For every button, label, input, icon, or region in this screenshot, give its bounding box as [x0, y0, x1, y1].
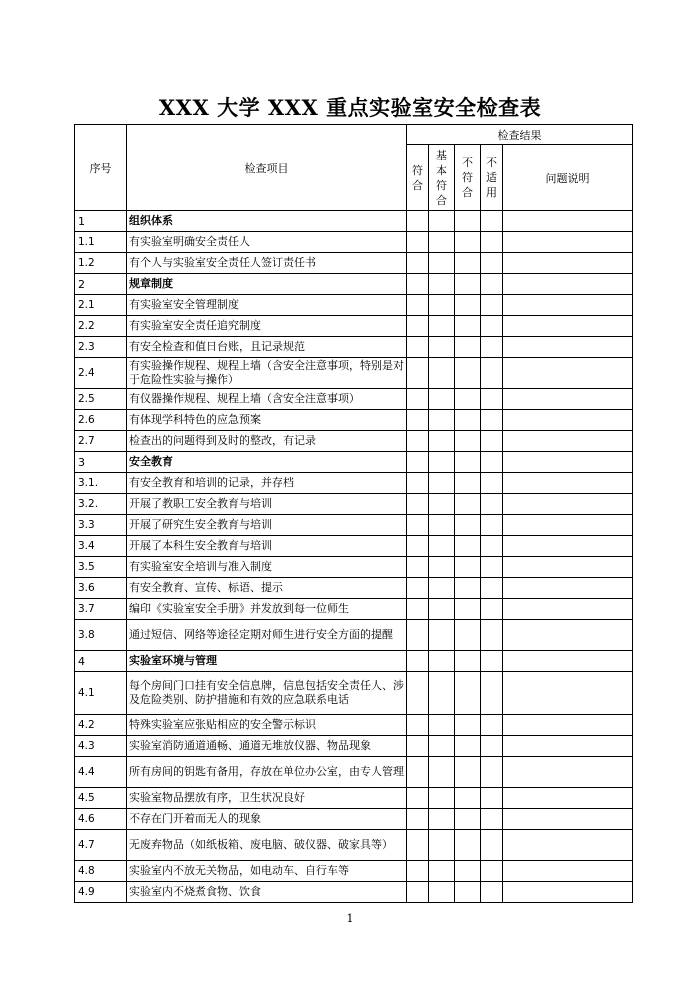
header-notes: 问题说明: [503, 145, 633, 211]
pass-cell: [407, 651, 429, 672]
row-number: 3.1.: [75, 473, 127, 494]
table-row: [75, 736, 633, 757]
basic-pass-cell: [429, 274, 455, 295]
notes-cell[interactable]: [503, 494, 633, 515]
table-row: [75, 757, 633, 788]
na-cell[interactable]: [481, 337, 503, 358]
na-cell: [481, 274, 503, 295]
check-item: 有安全检查和值日台账，且记录规范: [127, 337, 407, 358]
pass-cell[interactable]: [407, 536, 429, 557]
basic-pass-cell[interactable]: [429, 410, 455, 431]
row-number: 3.8: [75, 620, 127, 651]
row-number: 3: [75, 452, 127, 473]
fail-cell[interactable]: [455, 358, 481, 389]
check-item: 无废弃物品（如纸板箱、废电脑、破仪器、破家具等）: [127, 830, 407, 861]
basic-pass-cell[interactable]: [429, 337, 455, 358]
table-row: [75, 337, 633, 358]
pass-cell[interactable]: [407, 431, 429, 452]
row-number: 4.7: [75, 830, 127, 861]
na-cell[interactable]: [481, 736, 503, 757]
na-cell[interactable]: [481, 620, 503, 651]
notes-cell: [503, 274, 633, 295]
check-item: 实验室消防通道通畅、通道无堆放仪器、物品现象: [127, 736, 407, 757]
fail-cell[interactable]: [455, 788, 481, 809]
notes-cell[interactable]: [503, 316, 633, 337]
notes-cell[interactable]: [503, 788, 633, 809]
fail-cell[interactable]: [455, 253, 481, 274]
na-cell[interactable]: [481, 578, 503, 599]
check-item: 开展了本科生安全教育与培训: [127, 536, 407, 557]
na-cell: [481, 452, 503, 473]
fail-cell[interactable]: [455, 410, 481, 431]
na-cell[interactable]: [481, 809, 503, 830]
basic-pass-cell[interactable]: [429, 358, 455, 389]
fail-cell[interactable]: [455, 232, 481, 253]
row-number: 3.6: [75, 578, 127, 599]
basic-pass-cell[interactable]: [429, 809, 455, 830]
notes-cell[interactable]: [503, 809, 633, 830]
header-item: 检查项目: [127, 125, 407, 211]
row-number: 4.8: [75, 861, 127, 882]
check-item: 实验室内不烧煮食物、饮食: [127, 882, 407, 903]
check-item: 开展了研究生安全教育与培训: [127, 515, 407, 536]
notes-cell[interactable]: [503, 736, 633, 757]
check-item: 有实验室明确安全责任人: [127, 232, 407, 253]
notes-cell[interactable]: [503, 861, 633, 882]
row-number: 4.1: [75, 672, 127, 715]
check-item: 有实验室安全责任追究制度: [127, 316, 407, 337]
table-row: [75, 253, 633, 274]
na-cell[interactable]: [481, 788, 503, 809]
basic-pass-cell[interactable]: [429, 672, 455, 715]
notes-cell[interactable]: [503, 515, 633, 536]
row-number: 1.1: [75, 232, 127, 253]
pass-cell[interactable]: [407, 316, 429, 337]
basic-pass-cell[interactable]: [429, 736, 455, 757]
na-cell[interactable]: [481, 473, 503, 494]
na-cell[interactable]: [481, 295, 503, 316]
row-number: 4.3: [75, 736, 127, 757]
row-number: 1.2: [75, 253, 127, 274]
check-item: 编印《实验室安全手册》并发放到每一位师生: [127, 599, 407, 620]
section-title: 规章制度: [127, 274, 407, 295]
safety-checklist-table: [74, 124, 633, 903]
notes-cell[interactable]: [503, 715, 633, 736]
notes-cell[interactable]: [503, 882, 633, 903]
pass-cell[interactable]: [407, 882, 429, 903]
pass-cell[interactable]: [407, 389, 429, 410]
table-row: [75, 557, 633, 578]
na-cell[interactable]: [481, 882, 503, 903]
check-item: 有个人与实验室安全责任人签订责任书: [127, 253, 407, 274]
check-item: 开展了教职工安全教育与培训: [127, 494, 407, 515]
basic-pass-cell[interactable]: [429, 515, 455, 536]
notes-cell[interactable]: [503, 599, 633, 620]
pass-cell[interactable]: [407, 295, 429, 316]
basic-pass-cell: [429, 211, 455, 232]
section-row: [75, 651, 633, 672]
na-cell[interactable]: [481, 253, 503, 274]
section-row: [75, 274, 633, 295]
row-number: 3.2.: [75, 494, 127, 515]
na-cell: [481, 211, 503, 232]
fail-cell[interactable]: [455, 620, 481, 651]
pass-cell: [407, 274, 429, 295]
row-number: 4.5: [75, 788, 127, 809]
notes-cell: [503, 651, 633, 672]
table-row: [75, 830, 633, 861]
fail-cell[interactable]: [455, 473, 481, 494]
notes-cell[interactable]: [503, 431, 633, 452]
check-item: 有实验室安全管理制度: [127, 295, 407, 316]
fail-cell[interactable]: [455, 389, 481, 410]
pass-cell[interactable]: [407, 788, 429, 809]
table-row: [75, 295, 633, 316]
na-cell[interactable]: [481, 232, 503, 253]
row-number: 1: [75, 211, 127, 232]
check-item: 所有房间的钥匙有备用，存放在单位办公室，由专人管理: [127, 757, 407, 788]
check-item: 通过短信、网络等途径定期对师生进行安全方面的提醒: [127, 620, 407, 651]
check-item: 实验室内不放无关物品，如电动车、自行车等: [127, 861, 407, 882]
na-cell[interactable]: [481, 358, 503, 389]
fail-cell[interactable]: [455, 515, 481, 536]
check-item: 实验室物品摆放有序，卫生状况良好: [127, 788, 407, 809]
na-cell[interactable]: [481, 389, 503, 410]
notes-cell: [503, 452, 633, 473]
pass-cell[interactable]: [407, 557, 429, 578]
fail-cell[interactable]: [455, 557, 481, 578]
pass-cell[interactable]: [407, 715, 429, 736]
na-cell[interactable]: [481, 757, 503, 788]
notes-cell[interactable]: [503, 473, 633, 494]
na-cell[interactable]: [481, 494, 503, 515]
table-row: [75, 473, 633, 494]
basic-pass-cell[interactable]: [429, 473, 455, 494]
fail-cell[interactable]: [455, 295, 481, 316]
notes-cell[interactable]: [503, 389, 633, 410]
pass-cell[interactable]: [407, 672, 429, 715]
fail-cell: [455, 274, 481, 295]
row-number: 4: [75, 651, 127, 672]
fail-cell: [455, 211, 481, 232]
table-row: [75, 358, 633, 389]
notes-cell[interactable]: [503, 337, 633, 358]
basic-pass-cell[interactable]: [429, 830, 455, 861]
na-cell[interactable]: [481, 830, 503, 861]
notes-cell[interactable]: [503, 557, 633, 578]
row-number: 4.9: [75, 882, 127, 903]
fail-cell[interactable]: [455, 809, 481, 830]
basic-pass-cell[interactable]: [429, 861, 455, 882]
pass-cell[interactable]: [407, 578, 429, 599]
basic-pass-cell[interactable]: [429, 620, 455, 651]
pass-cell[interactable]: [407, 253, 429, 274]
row-number: 2.5: [75, 389, 127, 410]
row-number: 3.4: [75, 536, 127, 557]
header-pass: 符 合: [412, 163, 423, 192]
fail-cell[interactable]: [455, 337, 481, 358]
fail-cell: [455, 452, 481, 473]
na-cell[interactable]: [481, 715, 503, 736]
notes-cell[interactable]: [503, 295, 633, 316]
section-title: 实验室环境与管理: [127, 651, 407, 672]
basic-pass-cell[interactable]: [429, 494, 455, 515]
fail-cell[interactable]: [455, 861, 481, 882]
table-row: [75, 578, 633, 599]
table-row: [75, 861, 633, 882]
fail-cell: [455, 651, 481, 672]
fail-cell[interactable]: [455, 757, 481, 788]
table-row: [75, 494, 633, 515]
na-cell[interactable]: [481, 316, 503, 337]
pass-cell: [407, 452, 429, 473]
row-number: 2.3: [75, 337, 127, 358]
fail-cell[interactable]: [455, 536, 481, 557]
pass-cell[interactable]: [407, 358, 429, 389]
row-number: 2.6: [75, 410, 127, 431]
pass-cell[interactable]: [407, 337, 429, 358]
basic-pass-cell[interactable]: [429, 882, 455, 903]
fail-cell[interactable]: [455, 599, 481, 620]
pass-cell: [407, 211, 429, 232]
pass-cell[interactable]: [407, 809, 429, 830]
section-row: [75, 452, 633, 473]
basic-pass-cell[interactable]: [429, 599, 455, 620]
check-item: 有实验室安全培训与准入制度: [127, 557, 407, 578]
fail-cell[interactable]: [455, 882, 481, 903]
basic-pass-cell[interactable]: [429, 578, 455, 599]
basic-pass-cell[interactable]: [429, 557, 455, 578]
notes-cell[interactable]: [503, 830, 633, 861]
header-result: 检查结果: [407, 125, 633, 145]
pass-cell[interactable]: [407, 494, 429, 515]
fail-cell[interactable]: [455, 830, 481, 861]
pass-cell[interactable]: [407, 232, 429, 253]
row-number: 4.4: [75, 757, 127, 788]
fail-cell[interactable]: [455, 431, 481, 452]
basic-pass-cell[interactable]: [429, 232, 455, 253]
fail-cell[interactable]: [455, 736, 481, 757]
header-fail: 不 符 合: [462, 156, 473, 199]
check-item: 检查出的问题得到及时的整改，有记录: [127, 431, 407, 452]
table-row: [75, 389, 633, 410]
basic-pass-cell[interactable]: [429, 788, 455, 809]
fail-cell[interactable]: [455, 672, 481, 715]
notes-cell[interactable]: [503, 672, 633, 715]
notes-cell[interactable]: [503, 757, 633, 788]
pass-cell[interactable]: [407, 861, 429, 882]
fail-cell[interactable]: [455, 316, 481, 337]
table-row: [75, 715, 633, 736]
basic-pass-cell: [429, 452, 455, 473]
pass-cell[interactable]: [407, 757, 429, 788]
row-number: 3.7: [75, 599, 127, 620]
section-title: 组织体系: [127, 211, 407, 232]
row-number: 3.5: [75, 557, 127, 578]
basic-pass-cell[interactable]: [429, 431, 455, 452]
notes-cell: [503, 211, 633, 232]
fail-cell[interactable]: [455, 494, 481, 515]
table-row: [75, 809, 633, 830]
table-row: [75, 431, 633, 452]
na-cell[interactable]: [481, 410, 503, 431]
check-item: 有体现学科特色的应急预案: [127, 410, 407, 431]
notes-cell[interactable]: [503, 358, 633, 389]
na-cell[interactable]: [481, 557, 503, 578]
table-row: [75, 882, 633, 903]
row-number: 4.2: [75, 715, 127, 736]
check-item: 有安全教育、宣传、标语、提示: [127, 578, 407, 599]
row-number: 2.1: [75, 295, 127, 316]
pass-cell[interactable]: [407, 736, 429, 757]
table-row: [75, 536, 633, 557]
page-title: XXX 大学 XXX 重点实验室安全检查表: [158, 95, 542, 120]
notes-cell[interactable]: [503, 536, 633, 557]
check-item: 不存在门开着而无人的现象: [127, 809, 407, 830]
row-number: 4.6: [75, 809, 127, 830]
check-item: 有仪器操作规程、规程上墙（含安全注意事项）: [127, 389, 407, 410]
fail-cell[interactable]: [455, 578, 481, 599]
notes-cell[interactable]: [503, 410, 633, 431]
na-cell[interactable]: [481, 536, 503, 557]
basic-pass-cell[interactable]: [429, 253, 455, 274]
table-row: [75, 599, 633, 620]
basic-pass-cell: [429, 651, 455, 672]
basic-pass-cell[interactable]: [429, 295, 455, 316]
row-number: 2.2: [75, 316, 127, 337]
check-item: 有实验操作规程、规程上墙（含安全注意事项，特别是对于危险性实验与操作）: [127, 358, 407, 389]
pass-cell[interactable]: [407, 830, 429, 861]
notes-cell[interactable]: [503, 253, 633, 274]
na-cell[interactable]: [481, 431, 503, 452]
pass-cell[interactable]: [407, 620, 429, 651]
basic-pass-cell[interactable]: [429, 757, 455, 788]
table-row: [75, 515, 633, 536]
na-cell[interactable]: [481, 861, 503, 882]
basic-pass-cell[interactable]: [429, 316, 455, 337]
notes-cell[interactable]: [503, 620, 633, 651]
section-row: [75, 211, 633, 232]
basic-pass-cell[interactable]: [429, 715, 455, 736]
pass-cell[interactable]: [407, 599, 429, 620]
table-row: [75, 316, 633, 337]
header-seq: 序号: [75, 125, 127, 211]
na-cell[interactable]: [481, 672, 503, 715]
fail-cell[interactable]: [455, 715, 481, 736]
table-row: [75, 788, 633, 809]
notes-cell[interactable]: [503, 578, 633, 599]
pass-cell[interactable]: [407, 410, 429, 431]
row-number: 2: [75, 274, 127, 295]
row-number: 2.7: [75, 431, 127, 452]
header-na: 不 适 用: [486, 156, 497, 199]
row-number: 3.3: [75, 515, 127, 536]
basic-pass-cell[interactable]: [429, 389, 455, 410]
table-row: [75, 410, 633, 431]
na-cell: [481, 651, 503, 672]
table-row: [75, 672, 633, 715]
pass-cell[interactable]: [407, 515, 429, 536]
check-item: 有安全教育和培训的记录，并存档: [127, 473, 407, 494]
check-item: 每个房间门口挂有安全信息牌，信息包括安全责任人、涉及危险类别、防护措施和有效的应急联系电话: [127, 672, 407, 715]
page-number: 1: [346, 912, 354, 925]
check-item: 特殊实验室应张贴相应的安全警示标识: [127, 715, 407, 736]
na-cell[interactable]: [481, 515, 503, 536]
na-cell[interactable]: [481, 599, 503, 620]
notes-cell[interactable]: [503, 232, 633, 253]
pass-cell[interactable]: [407, 473, 429, 494]
row-number: 2.4: [75, 358, 127, 389]
section-title: 安全教育: [127, 452, 407, 473]
table-row: [75, 232, 633, 253]
basic-pass-cell[interactable]: [429, 536, 455, 557]
table-row: [75, 620, 633, 651]
header-basic-pass: 基 本 符 合: [436, 148, 447, 207]
